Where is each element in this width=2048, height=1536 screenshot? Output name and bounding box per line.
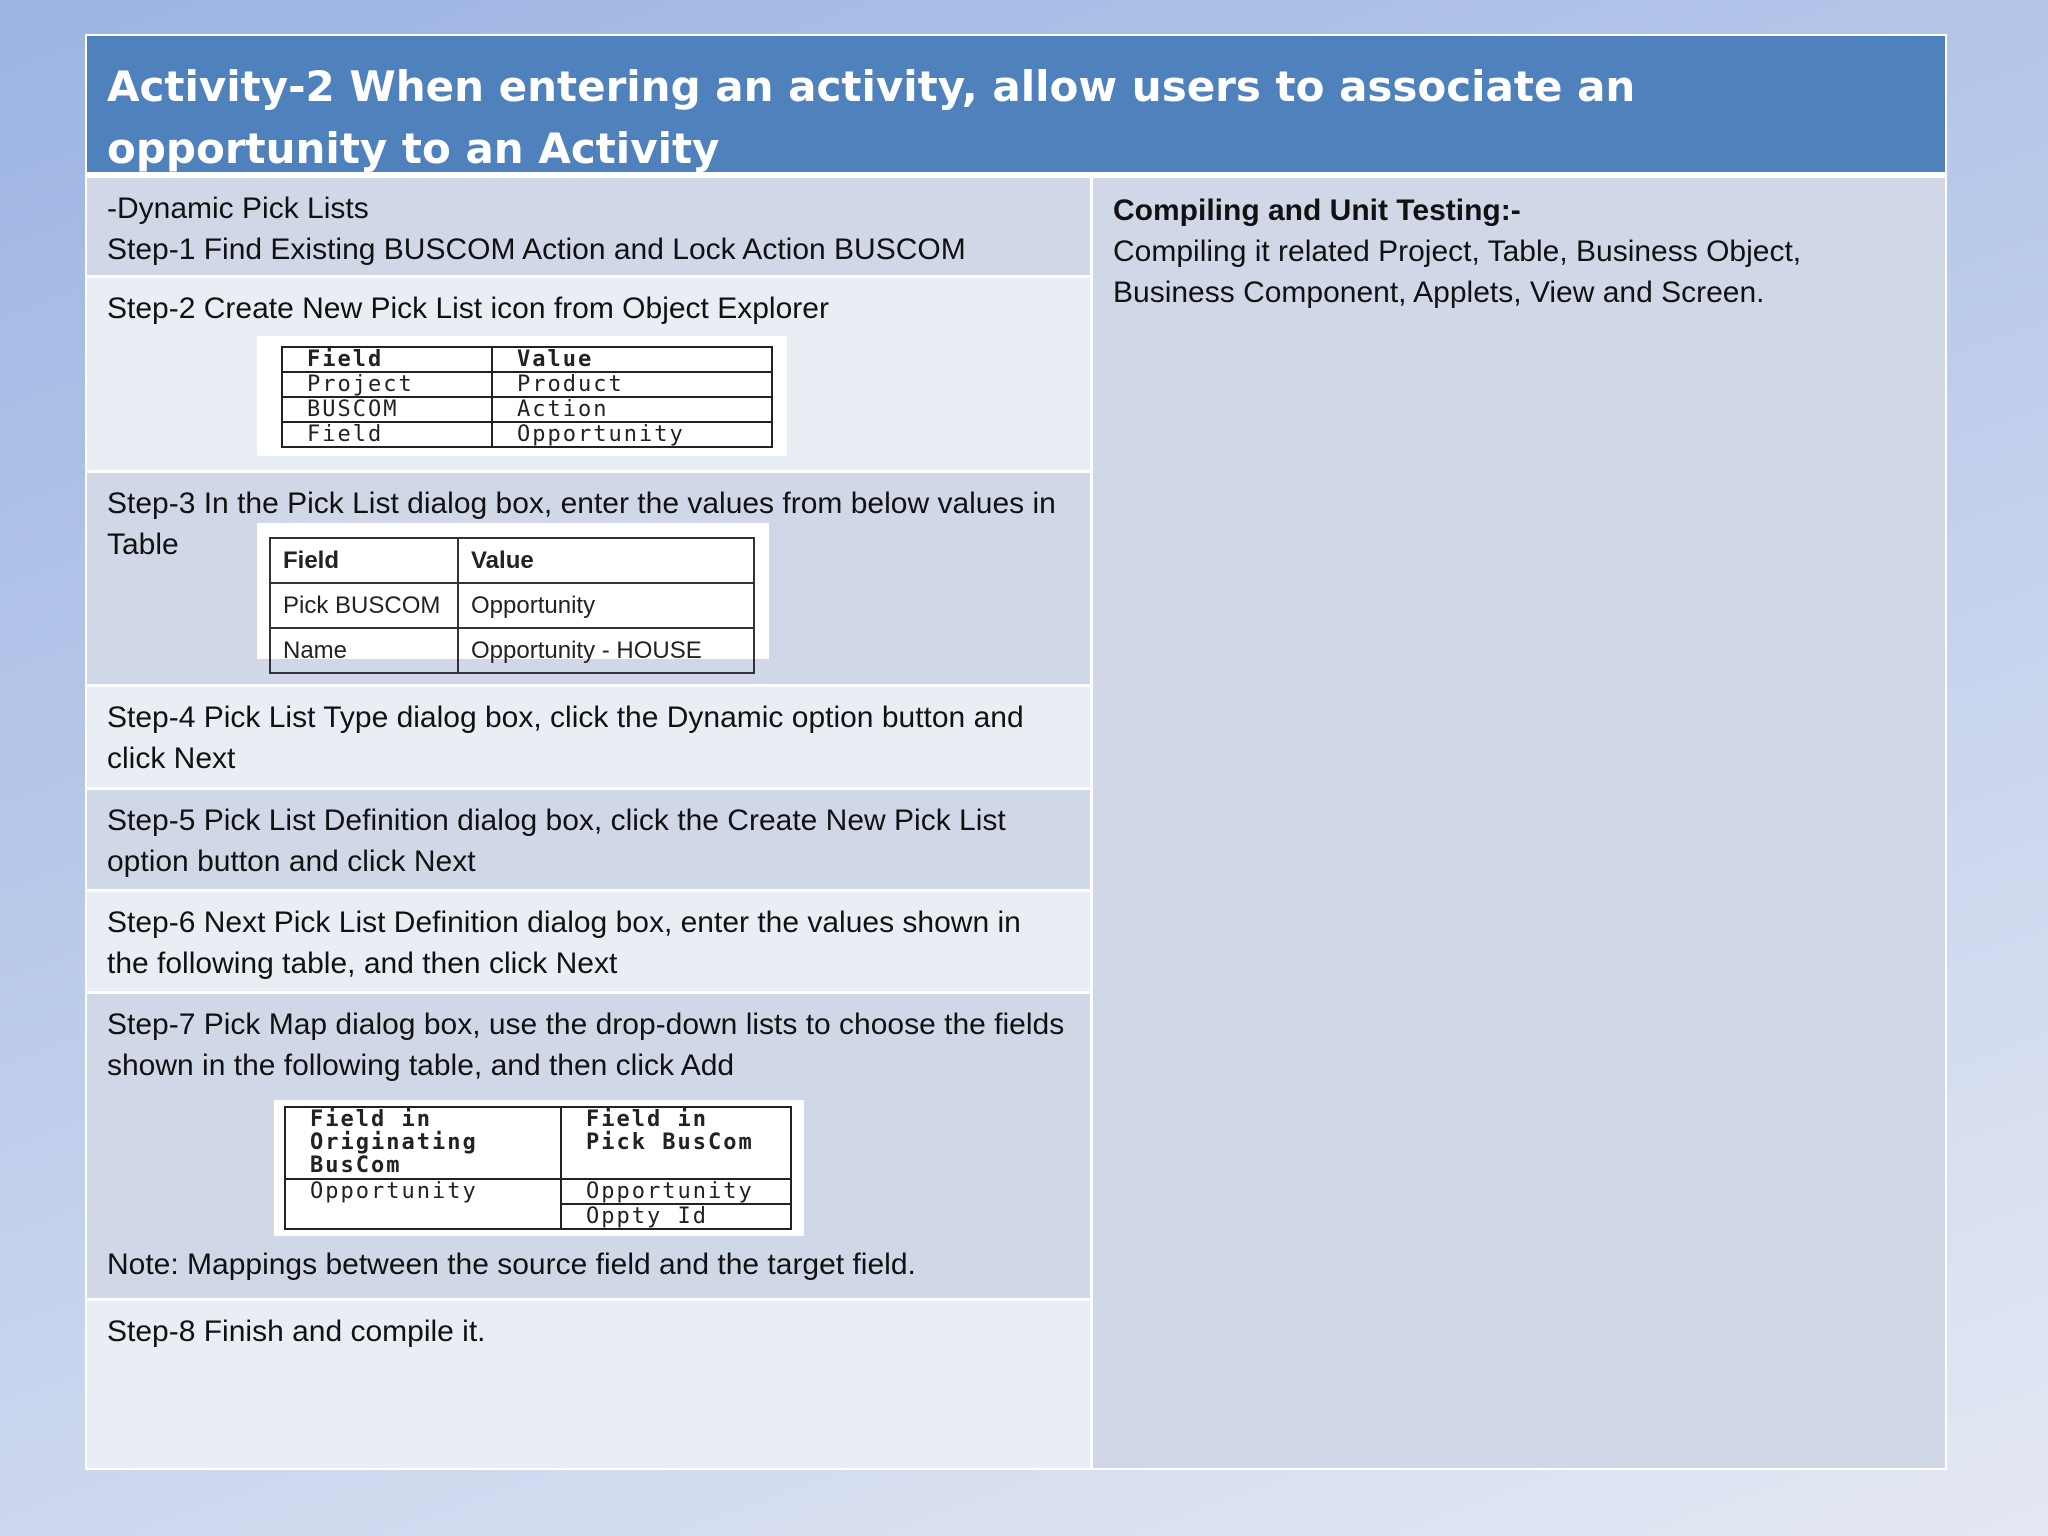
- table-cell: Name: [270, 628, 458, 673]
- table-header: Field in Originating BusCom: [285, 1107, 561, 1179]
- compile-text: Compiling it related Project, Table, Business Object, Business Component, Applets, View and Screen.: [1113, 235, 1802, 309]
- step-2-text: Step-2 Create New Pick List icon from Object Explorer: [107, 292, 829, 325]
- table-cell: Pick BUSCOM: [270, 583, 458, 628]
- step-2-cell: [87, 278, 1090, 473]
- step-4-cell: [87, 687, 1090, 790]
- table-header: Field: [270, 538, 458, 583]
- table-header: Value: [492, 347, 772, 372]
- table-cell: Opportunity: [492, 422, 772, 447]
- table-header: Field: [282, 347, 492, 372]
- step-3-text: Step-3 In the Pick List dialog box, enter the values from below values in Table: [107, 487, 1056, 561]
- compile-column: [1093, 178, 1945, 1468]
- step-2-table: [281, 346, 773, 448]
- step-6-cell: [87, 892, 1090, 994]
- step-7-table-image: [274, 1100, 804, 1236]
- step-1-cell: [87, 178, 1090, 278]
- step-7-note: Note: Mappings between the source field and the target field.: [107, 1248, 916, 1281]
- table-cell: Opportunity - HOUSE: [458, 628, 754, 673]
- step-3-table-image: [257, 523, 769, 664]
- table-cell: Oppty Id: [561, 1204, 791, 1229]
- step-7-text: Step-7 Pick Map dialog box, use the drop-down lists to choose the fields shown in the following table, and then click Add: [107, 1008, 1065, 1082]
- table-cell: Action: [492, 397, 772, 422]
- table-header: Field in Pick BusCom: [561, 1107, 791, 1179]
- table-cell: BUSCOM: [282, 397, 492, 422]
- step-5-text: Step-5 Pick List Definition dialog box, click the Create New Pick List option button and click Next: [107, 804, 1006, 878]
- activity-table: [85, 34, 1947, 1470]
- step-8-text: Step-8 Finish and compile it.: [107, 1315, 486, 1348]
- step-3-table: [269, 537, 755, 674]
- compile-title: Compiling and Unit Testing:-: [1113, 194, 1521, 227]
- steps-column: [87, 178, 1093, 1468]
- section-label: -Dynamic Pick Lists: [107, 192, 369, 225]
- step-2-table-image: [257, 336, 787, 456]
- step-7-table: [284, 1106, 792, 1230]
- step-7-cell: [87, 994, 1090, 1301]
- table-cell: Opportunity: [561, 1179, 791, 1204]
- step-3-cell: [87, 473, 1090, 687]
- step-6-text: Step-6 Next Pick List Definition dialog box, enter the values shown in the following table, and then click Next: [107, 906, 1021, 980]
- table-header: Value: [458, 538, 754, 583]
- table-cell: Product: [492, 372, 772, 397]
- page-title: Activity-2 When entering an activity, allow users to associate an opportunity to an Activity: [87, 36, 1945, 178]
- table-body: [87, 178, 1945, 1468]
- table-cell: Project: [282, 372, 492, 397]
- table-cell: Opportunity: [285, 1179, 561, 1229]
- step-1-text: Step-1 Find Existing BUSCOM Action and Lock Action BUSCOM: [107, 233, 966, 266]
- step-4-text: Step-4 Pick List Type dialog box, click the Dynamic option button and click Next: [107, 701, 1024, 775]
- step-5-cell: [87, 790, 1090, 892]
- step-8-cell: [87, 1301, 1090, 1468]
- table-cell: Opportunity: [458, 583, 754, 628]
- table-cell: Field: [282, 422, 492, 447]
